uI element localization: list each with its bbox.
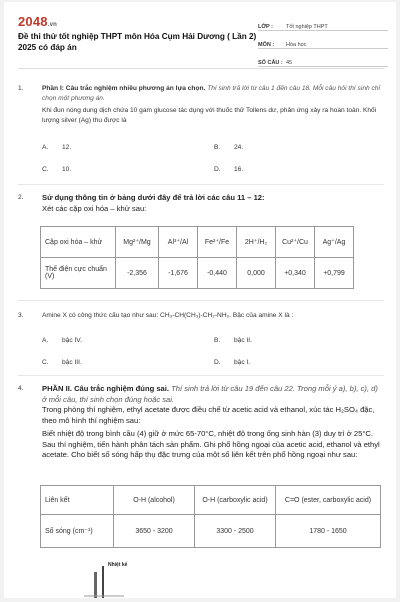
part-instruction: Thí sinh trả lời từ câu 19 đến câu 22. Trong mỗi ý a), b), c), d) ở mỗi câu, thí sinh chọn đúng hoặc sai.	[42, 384, 378, 404]
question-2	[18, 193, 384, 214]
table-row	[41, 227, 354, 258]
question-number: 2.	[18, 194, 24, 201]
option-a[interactable]	[42, 144, 71, 151]
option-value: bậc III.	[62, 359, 82, 366]
redox-table-wrap	[40, 226, 354, 289]
option-label: D.	[214, 166, 221, 173]
table-cell: Fe²⁺/Fe	[198, 227, 237, 258]
table-cell: +0,340	[276, 258, 315, 289]
option-value: bậc IV.	[62, 337, 82, 344]
table-row	[41, 486, 381, 515]
option-d[interactable]	[214, 359, 250, 366]
meta-key: MÔN :	[258, 42, 275, 48]
question-paragraph-2: Biết nhiệt độ trong bình cầu (4) giữ ở mức 65-70°C, nhiệt độ trong ống sinh hàn (3) duy trì ở 25°C. Sau thí nghiệm, tiến hành phân tách sản phẩm. Ghi phổ hồng ngoại của acetic acid, ethanol và ethyl acetate. Cho biết số sóng hấp thụ đặc trưng của một số liên kết trên phổ hồng ngoại như sau:	[42, 429, 380, 459]
option-b[interactable]	[214, 337, 252, 344]
table-row	[41, 515, 381, 548]
table-cell: Ag⁺/Ag	[315, 227, 354, 258]
meta-row-subject	[258, 34, 388, 49]
option-value: 12.	[62, 144, 72, 151]
option-label: D.	[214, 359, 221, 366]
option-label: C.	[42, 359, 49, 366]
option-value: 10.	[62, 166, 72, 173]
question-text: Amine X có công thức cấu tạo như sau: CH₃-CH(CH₃)-CH₂-NH₂. Bậc của amine X là :	[42, 312, 294, 319]
meta-value: Hóa học	[286, 42, 307, 48]
question-lead: Sử dụng thông tin ở bảng dưới đây để trả lời các câu 11 – 12:	[42, 193, 265, 202]
meta-key: SỐ CÂU :	[258, 60, 283, 66]
table-cell: 3650 - 3200	[114, 515, 195, 548]
table-header: O-H (alcohol)	[114, 486, 195, 515]
apparatus-figure	[64, 562, 184, 598]
logo-main: 2048	[18, 14, 48, 29]
option-value: bậc I.	[234, 359, 251, 366]
option-c[interactable]	[42, 359, 82, 366]
question-number: 4.	[18, 385, 24, 392]
row-header: Số sóng (cm⁻¹)	[41, 515, 114, 548]
question-subtext: Xét các cặp oxi hóa – khử sau:	[42, 203, 147, 213]
table-cell: 0,000	[237, 258, 276, 289]
row-header: Cặp oxi hóa – khử	[41, 227, 116, 258]
table-header: Liên kết	[41, 486, 114, 515]
exam-meta	[258, 16, 388, 70]
question-separator	[18, 375, 384, 376]
meta-row-count	[258, 52, 388, 67]
table-header: C=O (ester, carboxylic acid)	[276, 486, 381, 515]
meta-key: LỚP :	[258, 24, 273, 30]
part-instruction: Thí sinh trả lời từ câu 1 đến câu 18. Mỗi câu hỏi thí sinh chỉ chọn một phương án.	[42, 85, 380, 102]
question-separator	[18, 300, 384, 301]
meta-row-class	[258, 16, 388, 31]
row-header: Thế điện cực chuẩn (V)	[41, 258, 116, 289]
option-label: A.	[42, 144, 49, 151]
ir-table-wrap	[40, 485, 381, 548]
thermometer-label: Nhiệt kế	[108, 562, 128, 568]
option-value: bậc II.	[234, 337, 252, 344]
option-label: B.	[214, 144, 221, 151]
table-cell: 3300 - 2500	[195, 515, 276, 548]
site-logo[interactable]	[18, 14, 57, 29]
table-cell: -2,356	[116, 258, 159, 289]
option-b[interactable]	[214, 144, 243, 151]
header-divider	[18, 68, 384, 69]
option-label: A.	[42, 337, 49, 344]
logo-suffix: .vn	[47, 22, 58, 28]
question-paragraph-1: Trong phòng thí nghiệm, ethyl acetate được điều chế từ acetic acid và ethanol, xúc tác H₂SO₄ đặc, theo mô hình thí nghiệm sau:	[42, 405, 375, 425]
option-label: B.	[214, 337, 221, 344]
document-page	[4, 2, 396, 598]
option-a[interactable]	[42, 337, 82, 344]
table-cell: Al³⁺/Al	[159, 227, 198, 258]
page-header	[4, 2, 396, 66]
table-cell: +0,799	[315, 258, 354, 289]
question-1	[18, 84, 384, 125]
redox-table	[40, 226, 354, 289]
table-cell: Cu²⁺/Cu	[276, 227, 315, 258]
question-text: Khi đun nóng dung dịch chứa 10 gam glucose tác dụng với thuốc thử Tollens dư, phản ứng xảy ra hoàn toàn. Khối lượng silver (Ag) thu được là	[42, 107, 377, 124]
exam-title: Đề thi thử tốt nghiệp THPT môn Hóa Cụm Hải Dương ( Lần 2) 2025 có đáp án	[18, 32, 257, 52]
meta-value: 45	[286, 60, 293, 66]
table-cell: -0,440	[198, 258, 237, 289]
question-3	[18, 311, 384, 321]
meta-value: Tốt nghiệp THPT	[286, 24, 328, 30]
ir-table	[40, 485, 381, 548]
option-value: 24.	[234, 144, 244, 151]
table-header: O-H (carboxylic acid)	[195, 486, 276, 515]
table-cell: -1,676	[159, 258, 198, 289]
table-cell: Mg²⁺/Mg	[116, 227, 159, 258]
question-4	[18, 384, 384, 461]
table-row	[41, 258, 354, 289]
table-cell: 1780 - 1650	[276, 515, 381, 548]
option-label: C.	[42, 166, 49, 173]
question-separator	[18, 184, 384, 185]
question-number: 3.	[18, 312, 24, 319]
table-cell: 2H⁺/H₂	[237, 227, 276, 258]
option-d[interactable]	[214, 166, 243, 173]
part-heading: PHẦN II. Câu trắc nghiệm đúng sai.	[42, 384, 170, 393]
question-number: 1.	[18, 85, 24, 92]
option-c[interactable]	[42, 166, 71, 173]
option-value: 16.	[234, 166, 244, 173]
part-heading: Phần I: Câu trắc nghiệm nhiều phương án lựa chọn.	[42, 85, 206, 92]
